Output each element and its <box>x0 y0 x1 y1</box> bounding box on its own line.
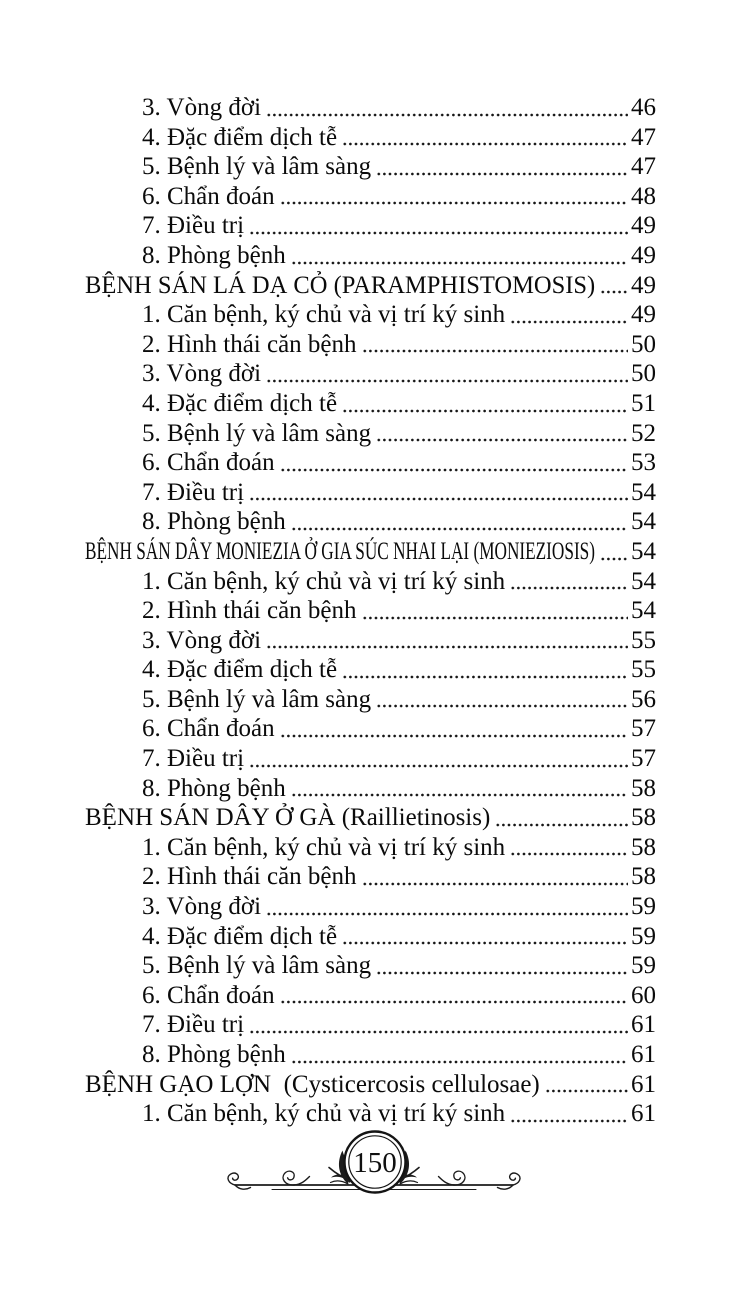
toc-entry-page-number: 57 <box>631 715 656 743</box>
toc-entry-title: 2. Hình thái căn bệnh <box>142 330 357 358</box>
toc-entry <box>85 714 656 744</box>
toc-entry-page-number: 51 <box>631 389 656 417</box>
toc-entry <box>85 211 656 241</box>
dot-leader <box>265 359 628 389</box>
toc-entry-title: 6. Chẩn đoán <box>142 182 275 210</box>
dot-leader <box>509 1099 628 1129</box>
dot-leader <box>265 93 628 123</box>
toc-entry-page-number: 48 <box>631 182 656 210</box>
dot-leader <box>290 507 628 537</box>
toc-entry-title: 4. Đặc điểm dịch tễ <box>142 656 338 684</box>
toc-entry <box>85 241 656 271</box>
toc-entry-page-number: 54 <box>631 567 656 595</box>
toc-entry-title: 4. Đặc điểm dịch tễ <box>142 123 338 151</box>
toc-entry-page-number: 61 <box>631 1011 656 1039</box>
toc-entry-title: 3. Vòng đời <box>142 94 262 121</box>
dot-leader <box>509 567 628 597</box>
dot-leader <box>361 862 628 892</box>
toc-entry-page-number: 61 <box>631 1100 656 1128</box>
toc-entry <box>85 626 656 656</box>
toc-entry-page-number: 59 <box>631 922 656 950</box>
dot-leader <box>265 626 628 656</box>
toc-entry <box>85 448 656 478</box>
page-ornament <box>224 1124 524 1212</box>
toc-entry-page-number: 49 <box>631 241 656 269</box>
dot-leader <box>279 182 628 212</box>
ornament-flourish <box>224 1124 524 1212</box>
toc-entry-title: 1. Căn bệnh, ký chủ và vị trí ký sinh <box>142 833 506 861</box>
dot-leader <box>290 241 628 271</box>
dot-leader <box>509 300 628 330</box>
toc-entry-page-number: 58 <box>631 804 656 832</box>
table-of-contents <box>85 93 656 1129</box>
toc-entry-page-number: 54 <box>631 597 656 625</box>
toc-entry-title: 6. Chẩn đoán <box>142 449 275 477</box>
toc-entry <box>85 182 656 212</box>
toc-entry-title: 7. Điều trị <box>142 478 245 506</box>
dot-leader <box>375 685 628 715</box>
toc-entry-title: 4. Đặc điểm dịch tễ <box>142 922 338 950</box>
dot-leader <box>544 1070 628 1100</box>
toc-entry-title: 3. Vòng đời <box>142 360 262 388</box>
toc-entry-title: BỆNH GẠO LỢN (Cysticercosis cellulosae) <box>85 1070 540 1098</box>
dot-leader <box>279 448 628 478</box>
toc-entry-title: 7. Điều trị <box>142 212 245 240</box>
toc-entry-title: 2. Hình thái căn bệnh <box>142 863 357 891</box>
toc-entry <box>85 774 656 804</box>
toc-entry-page-number: 54 <box>631 537 656 565</box>
dot-leader <box>341 655 628 685</box>
toc-entry-title: BỆNH SÁN DÂY Ở GÀ (Raillietinosis) <box>85 804 491 832</box>
toc-entry <box>85 922 656 952</box>
toc-entry-page-number: 61 <box>631 1041 656 1068</box>
dot-leader <box>494 803 628 833</box>
toc-entry <box>85 359 656 389</box>
toc-entry-title: 1. Căn bệnh, ký chủ và vị trí ký sinh <box>142 301 506 329</box>
toc-entry <box>85 478 656 508</box>
toc-entry <box>85 892 656 922</box>
toc-entry-title: BỆNH SÁN LÁ DẠ CỎ (PARAMPHISTOMOSIS) <box>85 271 596 299</box>
toc-entry-page-number: 54 <box>631 478 656 506</box>
dot-leader <box>248 478 628 508</box>
dot-leader <box>599 537 628 567</box>
toc-entry <box>85 803 656 833</box>
toc-entry <box>85 300 656 330</box>
toc-entry <box>85 833 656 863</box>
toc-entry-page-number: 58 <box>631 863 656 891</box>
toc-entry-page-number: 58 <box>631 774 656 802</box>
toc-entry <box>85 419 656 449</box>
dot-leader <box>248 1010 628 1040</box>
toc-entry-title: 4. Đặc điểm dịch tễ <box>142 389 338 417</box>
dot-leader <box>375 152 628 182</box>
toc-entry-title: BỆNH SÁN DÂY MONIEZIA Ở GIA SÚC NHAI LẠI (MONIEZIOSIS) <box>85 537 596 565</box>
toc-entry-page-number: 50 <box>631 330 656 358</box>
toc-entry <box>85 537 656 567</box>
toc-entry-page-number: 47 <box>631 153 656 181</box>
toc-entry-title: 8. Phòng bệnh <box>142 1041 286 1068</box>
toc-entry <box>85 951 656 981</box>
toc-entry-page-number: 52 <box>631 419 656 447</box>
toc-entry <box>85 507 656 537</box>
dot-leader <box>361 596 628 626</box>
toc-entry-title: 5. Bệnh lý và lâm sàng <box>142 952 372 980</box>
toc-entry <box>85 596 656 626</box>
toc-entry-page-number: 61 <box>631 1070 656 1098</box>
toc-entry <box>85 981 656 1011</box>
toc-entry-page-number: 46 <box>631 94 656 121</box>
toc-entry-title: 6. Chẩn đoán <box>142 981 275 1009</box>
toc-entry <box>85 744 656 774</box>
toc-entry-page-number: 49 <box>631 271 656 299</box>
dot-leader <box>248 211 628 241</box>
toc-entry-page-number: 57 <box>631 745 656 773</box>
toc-entry-page-number: 47 <box>631 123 656 151</box>
toc-entry-page-number: 55 <box>631 656 656 684</box>
toc-entry-title: 3. Vòng đời <box>142 626 262 654</box>
toc-entry-title: 8. Phòng bệnh <box>142 774 286 802</box>
dot-leader <box>290 774 628 804</box>
toc-entry-title: 7. Điều trị <box>142 745 245 773</box>
toc-entry-page-number: 59 <box>631 952 656 980</box>
toc-entry-page-number: 59 <box>631 893 656 921</box>
toc-entry-page-number: 49 <box>631 212 656 240</box>
toc-entry <box>85 1040 656 1070</box>
toc-entry-title: 8. Phòng bệnh <box>142 241 286 269</box>
toc-entry-page-number: 58 <box>631 833 656 861</box>
toc-entry-title: 5. Bệnh lý và lâm sàng <box>142 685 372 713</box>
toc-entry <box>85 685 656 715</box>
dot-leader <box>341 389 628 419</box>
dot-leader <box>509 833 628 863</box>
footer-page-number: 150 <box>353 1147 397 1179</box>
toc-entry <box>85 152 656 182</box>
toc-entry <box>85 389 656 419</box>
toc-entry <box>85 330 656 360</box>
dot-leader <box>279 981 628 1011</box>
toc-entry-page-number: 50 <box>631 360 656 388</box>
dot-leader <box>361 330 628 360</box>
toc-entry-page-number: 56 <box>631 685 656 713</box>
toc-entry-title: 5. Bệnh lý và lâm sàng <box>142 153 372 181</box>
toc-entry-page-number: 54 <box>631 508 656 536</box>
toc-entry-title: 6. Chẩn đoán <box>142 715 275 743</box>
toc-entry-page-number: 55 <box>631 626 656 654</box>
dot-leader <box>265 892 628 922</box>
toc-entry-title: 1. Căn bệnh, ký chủ và vị trí ký sinh <box>142 1100 506 1128</box>
toc-entry-page-number: 60 <box>631 981 656 1009</box>
dot-leader <box>341 922 628 952</box>
dot-leader <box>341 123 628 153</box>
dot-leader <box>599 271 628 301</box>
toc-entry <box>85 271 656 301</box>
toc-entry-title: 2. Hình thái căn bệnh <box>142 597 357 625</box>
dot-leader <box>279 714 628 744</box>
toc-entry <box>85 567 656 597</box>
dot-leader <box>375 419 628 449</box>
toc-entry-title: 5. Bệnh lý và lâm sàng <box>142 419 372 447</box>
toc-entry-title: 3. Vòng đời <box>142 893 262 921</box>
toc-entry <box>85 93 656 123</box>
toc-entry-page-number: 49 <box>631 301 656 329</box>
dot-leader <box>248 744 628 774</box>
toc-entry <box>85 1070 656 1100</box>
toc-entry <box>85 123 656 153</box>
toc-entry <box>85 1010 656 1040</box>
dot-leader <box>375 951 628 981</box>
toc-entry <box>85 655 656 685</box>
toc-entry <box>85 862 656 892</box>
toc-entry-title: 8. Phòng bệnh <box>142 508 286 536</box>
dot-leader <box>290 1040 628 1070</box>
toc-entry-page-number: 53 <box>631 449 656 477</box>
toc-entry-title: 7. Điều trị <box>142 1011 245 1039</box>
toc-entry-title: 1. Căn bệnh, ký chủ và vị trí ký sinh <box>142 567 506 595</box>
